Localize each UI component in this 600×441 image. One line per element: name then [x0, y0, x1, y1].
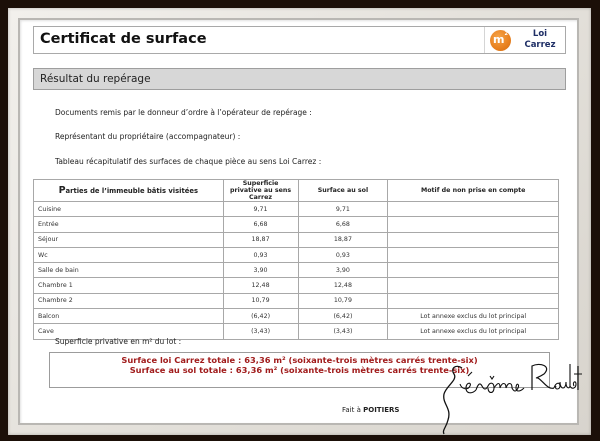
carrez-value: (6,42) — [223, 309, 298, 324]
section-title-bar: Résultat du repérage — [33, 68, 566, 90]
certificate-header — [33, 26, 566, 54]
table-header-row — [34, 180, 559, 202]
reason-value — [388, 247, 559, 262]
header-reason: Motif de non prise en compte — [388, 180, 559, 202]
reason-value — [388, 202, 559, 217]
carrez-value: (3,43) — [223, 324, 298, 339]
room-name: Entrée — [34, 217, 224, 232]
room-name: Chambre 2 — [34, 293, 224, 308]
tableau-recap-label: Tableau récapitulatif des surfaces de chaque pièce au sens Loi Carrez : — [55, 157, 322, 166]
carrez-value: 10,79 — [223, 293, 298, 308]
sol-value: 0,93 — [298, 247, 388, 262]
sol-value: 9,71 — [298, 202, 388, 217]
carrez-value: 9,71 — [223, 202, 298, 217]
table-row — [34, 263, 559, 278]
reason-value: Lot annexe exclus du lot principal — [388, 309, 559, 324]
table-row — [34, 232, 559, 247]
room-name: Séjour — [34, 232, 224, 247]
table-row — [34, 293, 559, 308]
sol-value: (6,42) — [298, 309, 388, 324]
sol-value: 10,79 — [298, 293, 388, 308]
table-row — [34, 202, 559, 217]
signature-icon — [432, 360, 582, 435]
header-divider — [484, 27, 485, 53]
sol-value: (3,43) — [298, 324, 388, 339]
sol-value: 18,87 — [298, 232, 388, 247]
m2-logo-icon: $m^2$ — [490, 30, 511, 51]
sol-value: 12,48 — [298, 278, 388, 293]
room-name: Chambre 1 — [34, 278, 224, 293]
room-name: Cave — [34, 324, 224, 339]
documents-remis-label: Documents remis par le donneur d’ordre à l’opérateur de repérage : — [55, 108, 312, 117]
loi-carrez-logo-text: Loi Carrez — [524, 29, 556, 50]
representant-label: Représentant du propriétaire (accompagnateur) : — [55, 132, 241, 141]
sol-value: 6,68 — [298, 217, 388, 232]
carrez-total: Surface loi Carrez totale : 63,36 m² (soixante-trois mètres carrés trente-six) — [121, 355, 478, 365]
summary-label: Superficie privative en m² du lot : — [55, 337, 182, 346]
header-rooms: Parties de l’immeuble bâtis visitées — [34, 180, 224, 202]
reason-value — [388, 278, 559, 293]
made-at-location: Fait à POITIERS — [342, 406, 400, 414]
header-sol: Surface au sol — [298, 180, 388, 202]
table-row — [34, 309, 559, 324]
reason-value — [388, 232, 559, 247]
carrez-value: 3,90 — [223, 263, 298, 278]
room-name: Wc — [34, 247, 224, 262]
sol-value: 3,90 — [298, 263, 388, 278]
header-carrez: Superficie privative au sens Carrez — [223, 180, 298, 202]
sol-total: Surface au sol totale : 63,36 m² (soixante-trois mètres carrés trente-six) — [129, 365, 470, 375]
table-row — [34, 247, 559, 262]
room-name: Salle de bain — [34, 263, 224, 278]
carrez-value: 12,48 — [223, 278, 298, 293]
table-row — [34, 278, 559, 293]
carrez-value: 0,93 — [223, 247, 298, 262]
carrez-value: 6,68 — [223, 217, 298, 232]
reason-value — [388, 217, 559, 232]
room-name: Cuisine — [34, 202, 224, 217]
surfaces-table — [33, 179, 559, 340]
room-name: Balcon — [34, 309, 224, 324]
page-title: Certificat de surface — [40, 31, 207, 47]
reason-value — [388, 293, 559, 308]
carrez-value: 18,87 — [223, 232, 298, 247]
reason-value — [388, 263, 559, 278]
table-row — [34, 217, 559, 232]
reason-value: Lot annexe exclus du lot principal — [388, 324, 559, 339]
